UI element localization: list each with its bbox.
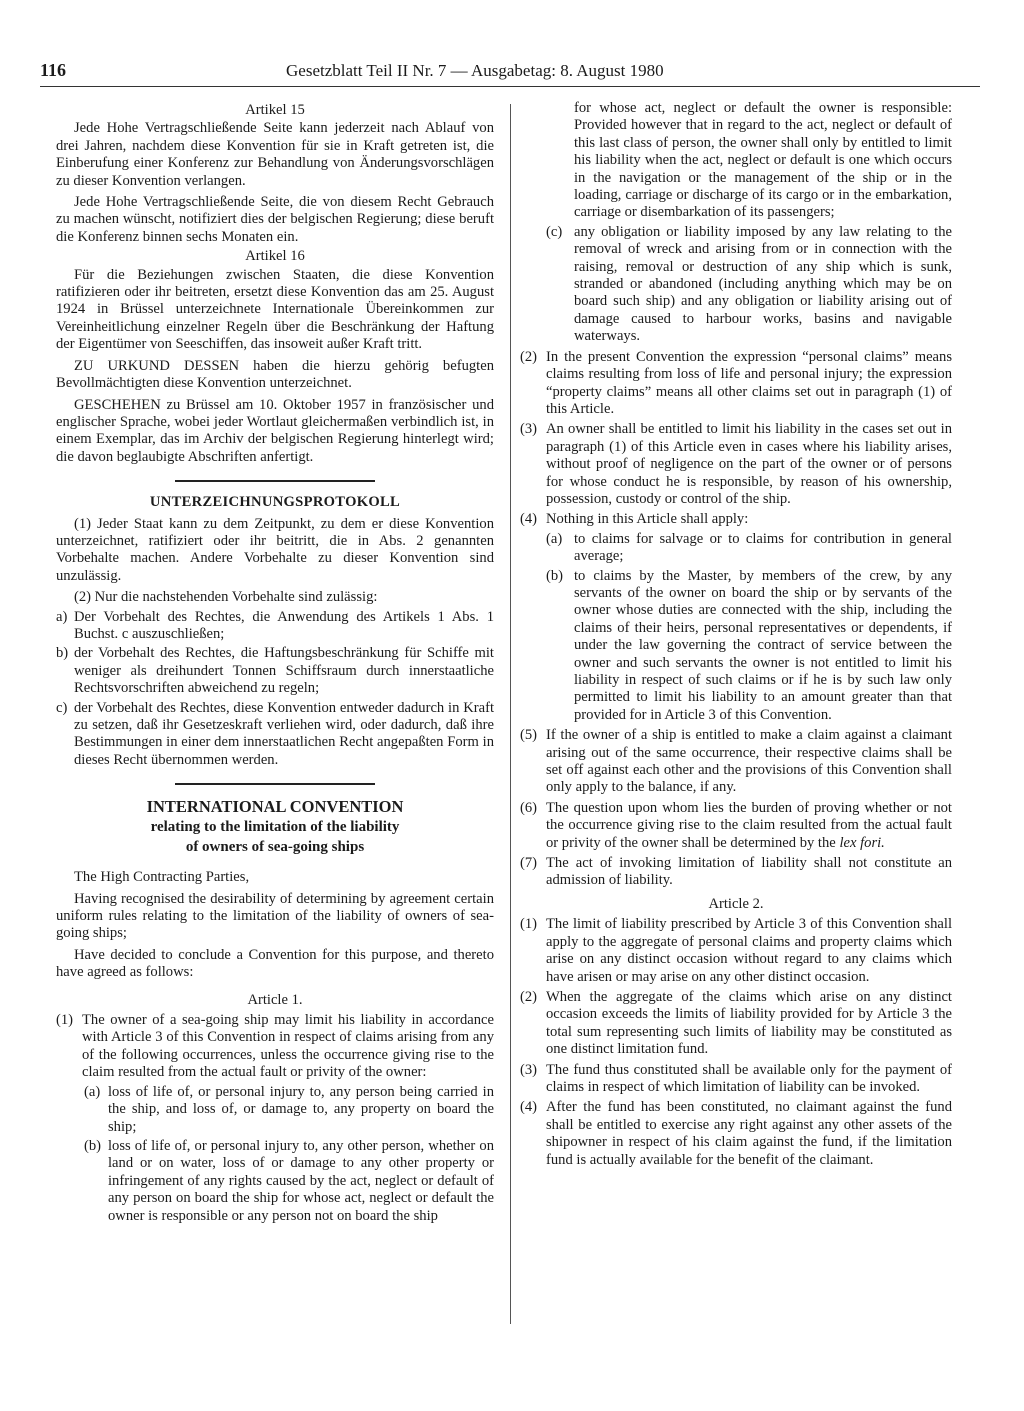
article-2-paragraph-1	[520, 916, 952, 986]
column-divider	[510, 104, 511, 1324]
protocol-heading: UNTERZEICHNUNGSPROTOKOLL	[149, 494, 401, 511]
article-1-paragraph-4-item-b	[520, 568, 952, 725]
item-text: any obligation or liability imposed by any law relating to the removal of wreck and arising from or in connection with the raising, removal or destruction of any ship which is sunk, stranded or abandoned (including anything which may be on board such ship) and any obligation or liability arising out of damage caused to harbour works, basins and navigable waterways.	[574, 223, 952, 345]
lex-fori-italic: lex fori.	[839, 834, 885, 851]
paragraph-number: (4)	[520, 1099, 538, 1116]
paragraph-text: The owner of a sea-going ship may limit his liability in accordance with Article 3 of this Convention in respect of claims arising from any of the following occurrences, unless the occurrence giving rise to the claim resulted from the actual fault or privity of the owner:	[82, 1012, 494, 1081]
convention-subtitle-1: relating to the limitation of the liability	[150, 819, 400, 836]
paragraph-number: (2)	[520, 988, 538, 1005]
protocol-item-label: a)	[56, 608, 68, 625]
article-1-paragraph-4-item-a	[520, 531, 952, 566]
article-16-heading: Artikel 16	[245, 248, 305, 265]
convention-subtitle-2: of owners of sea-going ships	[185, 839, 365, 856]
article-2-paragraph-4	[520, 1099, 952, 1169]
paragraph-text	[546, 800, 952, 852]
paragraph-number: (5)	[520, 727, 538, 744]
item-label: (c)	[546, 223, 563, 240]
article-16-paragraph-3: GESCHEHEN zu Brüssel am 10. Oktober 1957 in französischer und englischer Sprache, wobei jeder Wortlaut gleichermaßen verbindlich ist, in einem Exemplar, das im Archiv der belgischen Regierung hinterlegt wird; die davon beglaubigte Abschriften anfertigt.	[56, 396, 494, 465]
paragraph-text: The act of invoking limitation of liability shall not constitute an admission of liability.	[546, 855, 952, 889]
article-1-item-b	[56, 1138, 494, 1225]
paragraph-number: (1)	[56, 1012, 74, 1029]
protocol-item	[56, 609, 494, 644]
article-16-paragraph-2: ZU URKUND DESSEN haben die hierzu gehörig befugten Bevollmächtigten diese Konvention unterzeichnet.	[56, 357, 494, 392]
item-text: to claims by the Master, by members of the crew, by any servants of the owner on board the ship or by servants of the owner whose duties are connected with the ship, including the claims of their heirs, personal representatives or dependents, if under the law governing the contract of service between the owner and such servants the owner is not entitled to limit his liability in respect of such claims or if he is by such law only permitted to limit his liability to an amount greater than that provided for in Article 3 of this Convention.	[574, 567, 952, 723]
article-1-item-c	[520, 224, 952, 346]
paragraph-text: The fund thus constituted shall be available only for the payment of claims in respect of which limitation of liability can be invoked.	[546, 1061, 952, 1095]
page-number: 116	[40, 60, 67, 80]
section-rule	[175, 783, 375, 785]
article-1-paragraph-1	[56, 1012, 494, 1082]
article-1-paragraph-3	[520, 421, 952, 508]
article-1-paragraph-7	[520, 855, 952, 890]
article-2-paragraph-3	[520, 1062, 952, 1097]
article-1-paragraph-5	[520, 727, 952, 797]
article-1-heading: Article 1.	[247, 991, 303, 1008]
paragraph-text: The limit of liability prescribed by Article 3 of this Convention shall apply to the aggregate of personal claims and property claims which arise on any distinct occasion without regard to any claims which have arisen or may arise on any other distinct occasion.	[546, 916, 952, 985]
article-15-paragraph-1: Jede Hohe Vertragschließende Seite kann jederzeit nach Ablauf von drei Jahren, nachdem diese Konvention für sie in Kraft getreten ist, die Einberufung einer Konferenz zur Behandlung von Änderungsvorschlägen zu dieser Konvention verlangen.	[56, 120, 494, 189]
paragraph-text: In the present Convention the expression “personal claims” means claims resulting from loss of life and personal injury; the expression “property claims” means all other claims set out in paragraph (1) of this Article.	[546, 348, 952, 417]
paragraph-text: After the fund has been constituted, no claimant against the fund shall be entitled to exercise any right against any other assets of the shipowner in respect of his claim against the fund, if the limitation fund is actually available for the benefit of the claimant.	[546, 1099, 952, 1168]
running-title: Gesetzblatt Teil II Nr. 7 — Ausgabetag: 8. August 1980	[286, 61, 664, 80]
protocol-item	[56, 645, 494, 697]
article-1-paragraph-6	[520, 800, 952, 852]
paragraph-number: (2)	[520, 348, 538, 365]
preamble-2: Having recognised the desirability of determining by agreement certain uniform rules relating to the limitation of the liability of owners of sea-going ships;	[56, 890, 494, 942]
paragraph-text: If the owner of a ship is entitled to make a claim against a claimant arising out of the same occurrence, their respective claims shall be set off against each other and the provisions of this Convention shall only apply to the balance, if any.	[546, 727, 952, 796]
convention-title: INTERNATIONAL CONVENTION	[146, 797, 404, 817]
right-column	[520, 100, 952, 1169]
paragraph-text: Nothing in this Article shall apply:	[546, 511, 749, 528]
protocol-item-text: der Vorbehalt des Rechtes, die Haftungsbeschränkung für Schiffe mit weniger als dreihundert Tonnen Schiffsraum durch innerstaatliche Rechtsvorschriften abweichend zu regeln;	[74, 645, 494, 697]
article-15-paragraph-2: Jede Hohe Vertragschließende Seite, die von diesem Recht Gebrauch zu machen wünscht, notifiziert dies der belgischen Regierung; diese beruft die Konferenz binnen sechs Monaten ein.	[56, 194, 494, 245]
article-1-paragraph-2	[520, 349, 952, 419]
article-1-item-a	[56, 1084, 494, 1136]
item-label: (a)	[84, 1083, 101, 1100]
paragraph-number: (6)	[520, 799, 538, 816]
paragraph-text: When the aggregate of the claims which arise on any distinct occasion exceeds the limits of liability provided for by Article 3 the total sum representing such limits of liability may be constituted as one distinct limitation fund.	[546, 988, 952, 1058]
item-label: (b)	[546, 567, 564, 584]
item-b-continuation: for whose act, neglect or default the owner is responsible: Provided however that in regard to the act, neglect or default of this last class of person, the owner shall only by entitled to limit his liability when the act, neglect or default is one which occurs in the navigation or the management of the ship or in the loading, carriage or discharge of its cargo or in the embarkation, carriage or disembarkation of its passengers;	[574, 100, 952, 221]
item-label: (b)	[84, 1137, 102, 1154]
protocol-item-text: Der Vorbehalt des Rechtes, die Anwendung des Artikels 1 Abs. 1 Buchst. c auszuschließen;	[74, 608, 494, 642]
protocol-paragraph-1: (1) Jeder Staat kann zu dem Zeitpunkt, zu dem er diese Konvention unterzeichnet, ratifiziert oder ihr beitritt, die in Abs. 2 genannten Vorbehalte machen. Andere Vorbehalte zu dieser Konvention sind unzulässig.	[56, 515, 494, 584]
protocol-paragraph-2: (2) Nur die nachstehenden Vorbehalte sind zulässig:	[74, 589, 378, 606]
item-label: (a)	[546, 530, 563, 547]
item-text: loss of life of, or personal injury to, any other person, whether on land or on water, loss of or damage to any other property or infringement of any rights caused by the act, neglect or default of any person on board the ship for whose act, neglect or default the owner is responsible or any person not on board the ship	[108, 1137, 494, 1224]
article-1-paragraph-4	[520, 511, 952, 528]
paragraph-number: (3)	[520, 1061, 538, 1078]
article-2-heading: Article 2.	[708, 895, 764, 912]
protocol-item-label: b)	[56, 645, 69, 662]
paragraph-number: (1)	[520, 916, 538, 933]
protocol-item-text: der Vorbehalt des Rechtes, diese Konvention entweder dadurch in Kraft zu setzen, daß ihr Gesetzeskraft verliehen wird, oder dadurch, daß ihre Bestimmungen in einer dem innerstaatlichen Recht angepaßten Form in dieses Recht übernommen werden.	[74, 699, 494, 768]
paragraph-number: (7)	[520, 855, 538, 872]
preamble-1: The High Contracting Parties,	[74, 869, 250, 886]
page-header	[40, 60, 980, 87]
item-text: loss of life of, or personal injury to, any person being carried in the ship, and loss of, or damage to, any property on board the ship;	[108, 1083, 494, 1135]
paragraph-text: An owner shall be entitled to limit his liability in the cases set out in paragraph (1) of this Article even in cases where his liability arises, without proof of negligence on the part of the owner or of persons for whose conduct he is responsible, by reason of his ownership, possession, custody or control of the ship.	[546, 421, 952, 507]
paragraph-number: (4)	[520, 511, 538, 528]
protocol-item	[56, 700, 494, 770]
left-column	[56, 100, 494, 1225]
article-2-paragraph-2	[520, 989, 952, 1059]
preamble-3: Have decided to conclude a Convention for this purpose, and thereto have agreed as follows:	[56, 946, 494, 981]
article-15-heading: Artikel 15	[245, 102, 305, 118]
section-rule	[175, 480, 375, 482]
paragraph-number: (3)	[520, 421, 538, 438]
item-text: to claims for salvage or to claims for contribution in general average;	[574, 530, 952, 565]
paragraph-6-text: The question upon whom lies the burden of proving whether or not the occurrence giving rise to the claim resulted from the actual fault or privity of the owner shall be determined by the	[546, 799, 952, 851]
article-16-paragraph-1: Für die Beziehungen zwischen Staaten, die diese Konvention ratifizieren oder ihr beitreten, ersetzt diese Konvention das am 25. August 1924 in Brüssel unterzeichnete Internationale Übereinkommen zur Vereinheitlichung einzelner Regeln über die Beschränkung der Haftung der Eigentümer von Seeschiffen, das insoweit außer Kraft tritt.	[56, 266, 494, 353]
protocol-item-label: c)	[56, 699, 68, 716]
